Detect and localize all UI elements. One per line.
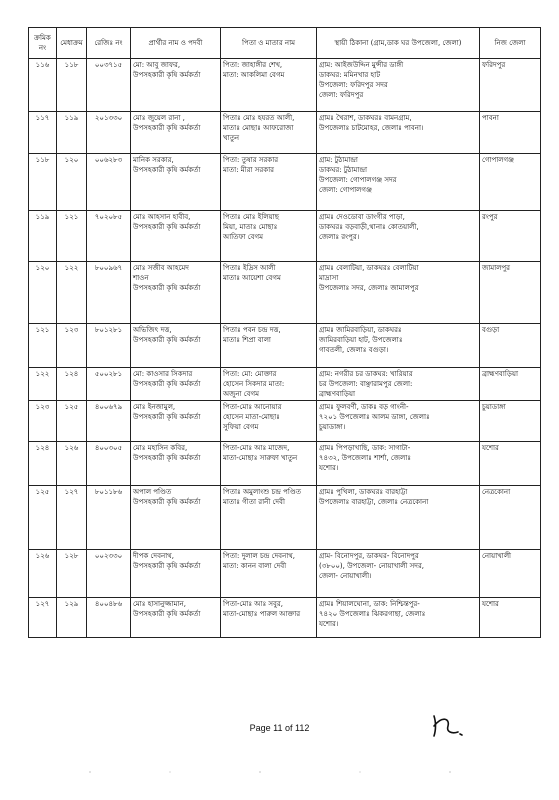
table-row	[29, 112, 541, 154]
merit-cell: ১২৯	[57, 598, 87, 638]
address-cell-line: গ্রাম: আইজউদ্দিন মুন্সীর ডাঙ্গী	[319, 61, 404, 69]
parents-cell-line: সুফিয়া বেগম	[223, 423, 259, 431]
address-cell-line: ৭২০১ উপজেলাঃ আলম ডাঙ্গা, জেলাঃ	[319, 413, 430, 421]
home-district-cell: বগুড়া	[480, 324, 541, 368]
candidate-name-cell	[131, 59, 221, 112]
address-cell-line: জামিরবাড়িয়া হাট, উপজেলাঃ	[319, 336, 403, 344]
parents-cell	[221, 598, 317, 638]
serial-cell: ১২২	[29, 368, 57, 401]
table-row	[29, 324, 541, 368]
parents-cell-line: আতিফা বেগম	[223, 233, 264, 241]
parents-cell-line: হোসেন মাতা-মোছাঃ	[223, 413, 280, 421]
reg-number-cell: ০০২৩৩০	[87, 550, 131, 598]
candidate-name-cell-line: মোঃ মহাসিন কবির,	[133, 444, 188, 452]
parents-cell-line: পিতাঃ ইদ্রিস আলী	[223, 264, 276, 272]
address-cell-line: জেলা: গোপালগঞ্জ	[319, 186, 372, 194]
candidate-name-cell	[131, 324, 221, 368]
candidate-name-cell-line: উপসহকারী কৃষি কর্মকর্তা	[133, 562, 201, 570]
candidate-name-cell-line: মানিক সরকার,	[133, 156, 174, 164]
merit-cell: ১২০	[57, 154, 87, 211]
parents-cell	[221, 368, 317, 401]
parents-cell-line: অজুনা বেগম	[223, 390, 259, 398]
candidate-name-cell-line: মোঃ আহসান হাবীব,	[133, 213, 191, 221]
address-cell-line: গাবতলী, জেলাঃ বগুড়া।	[319, 346, 389, 354]
reg-number-cell: ০০৬২৮৩	[87, 154, 131, 211]
parents-cell-line: পিতা-মোঃ আনোয়ার	[223, 403, 282, 411]
parents-cell	[221, 486, 317, 550]
parents-cell	[221, 154, 317, 211]
candidate-name-cell-line: উপসহকারী কৃষি কর্মকর্তা	[133, 124, 201, 132]
home-district-cell: গোপালগঞ্জ	[480, 154, 541, 211]
parents-cell-line: মিয়া, মাতাঃ মোছাঃ	[223, 223, 278, 231]
candidate-name-cell	[131, 550, 221, 598]
candidate-name-cell	[131, 368, 221, 401]
address-cell-line: গ্রামঃ দেওডোবা ডাংগীর পাড়া,	[319, 213, 405, 221]
parents-cell-line: পিতা: মো: মোক্তার	[223, 370, 277, 378]
address-cell-line: ব্রাহ্মণবাড়িয়া	[319, 390, 356, 398]
serial-cell: ১২০	[29, 262, 57, 324]
parents-cell	[221, 324, 317, 368]
table-row	[29, 211, 541, 262]
address-cell-line: মাদ্রাসা	[319, 274, 339, 282]
address-cell	[317, 368, 480, 401]
address-cell-line: উপজেলাঃ বারহাট্টা, জেলাঃ নেত্রকোনা	[319, 498, 429, 506]
parents-cell-line: হোসেন সিকদার মাতা:	[223, 380, 285, 388]
header-name: প্রার্থীর নাম ও পদবী	[131, 28, 221, 59]
address-cell-line: ৭৪২০ উপজেলাঃ ঝিকরগাছা, জেলাঃ	[319, 610, 426, 618]
address-cell-line: গ্রামঃ শিয়ালঘোনা, ডাক: নিশ্চিন্তপুর-	[319, 600, 420, 608]
merit-cell: ১২২	[57, 262, 87, 324]
merit-cell: ১২৬	[57, 442, 87, 486]
serial-cell: ১২৪	[29, 442, 57, 486]
header-serial: ক্রমিক নং	[29, 28, 57, 59]
table-row	[29, 442, 541, 486]
candidate-name-cell-line: মোঃ জুয়েল রানা ,	[133, 114, 185, 122]
candidate-name-cell	[131, 154, 221, 211]
candidate-name-cell-line: উপসহকারী কৃষি কর্মকর্তা	[133, 454, 201, 462]
merit-cell: ১২১	[57, 211, 87, 262]
merit-cell: ১২৩	[57, 324, 87, 368]
table-row	[29, 368, 541, 401]
parents-cell-line: পিতা-মোঃ আঃ সবুর,	[223, 600, 283, 608]
parents-cell-line: পিতা: তুষার সরকার	[223, 156, 279, 164]
parents-cell-line: মাতা-মোছাঃ সারুফা খাতুন	[223, 454, 298, 462]
merit-cell: ১২৫	[57, 401, 87, 442]
home-district-cell: জামালপুর	[480, 262, 541, 324]
address-cell-line: ডাকঘর: টুঠামান্দ্রা	[319, 166, 368, 174]
candidate-name-cell-line: উপসহকারী কৃষি কর্মকর্তা	[133, 284, 201, 292]
parents-cell	[221, 112, 317, 154]
address-cell-line: জেলা: ফরিদপুর	[319, 91, 364, 99]
address-cell	[317, 550, 480, 598]
candidate-table	[28, 27, 541, 638]
home-district-cell: ফরিদপুর	[480, 59, 541, 112]
address-cell-line: গ্রামঃ ফুলবর্ণী, ডাকঃ বড় গাংনী-	[319, 403, 409, 411]
parents-cell-line: মাতাঃ আয়েশা বেগম	[223, 274, 281, 282]
parents-cell-line: মাতাঃ মোছাঃ আফরোজা	[223, 124, 294, 132]
parents-cell-line: মাতাঃ গীতা রানী দেবী	[223, 498, 285, 506]
parents-cell-line: মাতা: আকলিমা বেগম	[223, 71, 285, 79]
parents-cell-line: পিতা: জাহাঙ্গীর শেখ,	[223, 61, 283, 69]
parents-cell	[221, 211, 317, 262]
reg-number-cell: ৪০০৬৭৯	[87, 401, 131, 442]
address-cell-line: গ্রাম- বিনোদপুর, ডাকঘর- বিনোদপুর	[319, 552, 419, 560]
candidate-name-cell-line: অভিজিৎ দত্ত,	[133, 326, 172, 334]
reg-number-cell: ৫০০২৮১	[87, 368, 131, 401]
candidate-name-cell	[131, 598, 221, 638]
reg-number-cell: ০০৩৭১৫	[87, 59, 131, 112]
serial-cell: ১২৫	[29, 486, 57, 550]
candidate-name-cell-line: উপসহকারী কৃষি কর্মকর্তা	[133, 380, 201, 388]
parents-cell	[221, 262, 317, 324]
address-cell	[317, 211, 480, 262]
serial-cell: ১১৬	[29, 59, 57, 112]
candidate-name-cell	[131, 211, 221, 262]
serial-cell: ১১৯	[29, 211, 57, 262]
address-cell	[317, 324, 480, 368]
address-cell-line: উপজেলাঃ সদর, জেলাঃ জামালপুর	[319, 284, 419, 292]
serial-cell: ১২৬	[29, 550, 57, 598]
candidate-name-cell	[131, 442, 221, 486]
candidate-name-cell-line: মোঃ সজীব আহমেদ	[133, 264, 189, 272]
address-cell-line: চুয়াডাঙ্গা।	[319, 423, 346, 431]
parents-cell	[221, 401, 317, 442]
parents-cell-line: পিতাঃ মোঃ ইলিয়াছ	[223, 213, 279, 221]
address-cell-line: জেলাঃ রংপুর।	[319, 233, 360, 241]
merit-cell: ১১৮	[57, 59, 87, 112]
candidate-name-cell	[131, 112, 221, 154]
header-reg: রেজিঃ নং	[87, 28, 131, 59]
parents-cell	[221, 550, 317, 598]
address-cell-line: গ্রামঃ জামিরবাড়িয়া, ডাকঘরঃ	[319, 326, 402, 334]
header-address: স্থায়ী ঠিকানা (গ্রাম,ডাক ঘর উপজেলা, জেলা)	[317, 28, 480, 59]
address-cell-line: গ্রাম: টুঠামান্দ্রা	[319, 156, 358, 164]
address-cell-line: ডাকঘর: মমিনখার হাট	[319, 71, 381, 79]
candidate-name-cell-line: অপাল পণ্ডিত	[133, 488, 172, 496]
parents-cell-line: পিতাঃ পবন চন্দ্র দত্ত,	[223, 326, 281, 334]
table-row	[29, 401, 541, 442]
address-cell-line: গ্রামঃ খৈরাশ, ডাকঘরঃ বামনগ্রাম,	[319, 114, 412, 122]
reg-number-cell: ৮০১১৮৬	[87, 486, 131, 550]
address-cell-line: (৩৮০০), উপজেলা- নোয়াখালী সদর,	[319, 562, 425, 570]
candidate-name-cell-line: উপসহকারী কৃষি কর্মকর্তা	[133, 166, 201, 174]
address-cell	[317, 59, 480, 112]
table-row	[29, 486, 541, 550]
reg-number-cell: ৪০০৩০৫	[87, 442, 131, 486]
address-cell-line: যশোর।	[319, 464, 339, 472]
table-row	[29, 262, 541, 324]
table-row	[29, 598, 541, 638]
merit-cell: ১২৭	[57, 486, 87, 550]
candidate-name-cell-line: মো: কাওসার সিকদার	[133, 370, 193, 378]
table-row	[29, 59, 541, 112]
address-cell	[317, 486, 480, 550]
address-cell	[317, 262, 480, 324]
candidate-name-cell-line: উপসহকারী কৃষি কর্মকর্তা	[133, 71, 201, 79]
candidate-name-cell-line: শাওন	[133, 274, 149, 282]
address-cell-line: গ্রামঃ পিপড়াখাছি, ডাক: সাগাটা-	[319, 444, 411, 452]
address-cell-line: চর উপজেলা: বাঞ্ছারামপুর জেলা:	[319, 380, 413, 388]
candidate-name-cell-line: মোঃ হাসানুজ্জামান,	[133, 600, 186, 608]
table-header	[29, 28, 541, 59]
address-cell-line: উপজেলা: গোপালগঞ্জ সদর	[319, 176, 397, 184]
candidate-name-cell-line: উপসহকারী কৃষি কর্মকর্তা	[133, 610, 201, 618]
candidate-name-cell	[131, 486, 221, 550]
table-row	[29, 154, 541, 211]
home-district-cell: রংপুর	[480, 211, 541, 262]
reg-number-cell: ২০১৩৩০	[87, 112, 131, 154]
merit-cell: ১২৪	[57, 368, 87, 401]
merit-cell: ১১৯	[57, 112, 87, 154]
header-parents: পিতা ও মাতার নাম	[221, 28, 317, 59]
home-district-cell: নোয়াখালী	[480, 550, 541, 598]
reg-number-cell: ৭০২০৮৫	[87, 211, 131, 262]
address-cell	[317, 112, 480, 154]
header-merit: মেধাক্রম	[57, 28, 87, 59]
home-district-cell: ব্রাহ্মণবাড়িয়া	[480, 368, 541, 401]
parents-cell-line: পিতাঃ মোঃ হযরত আলী,	[223, 114, 295, 122]
home-district-cell: নেত্রকোনা	[480, 486, 541, 550]
reg-number-cell: ৪০০৪৮৬	[87, 598, 131, 638]
parents-cell-line: খাতুন	[223, 134, 240, 142]
scan-artifact	[30, 770, 530, 774]
address-cell	[317, 401, 480, 442]
parents-cell-line: পিতাঃ অমুলাংশু চন্দ্র পণ্ডিত	[223, 488, 302, 496]
address-cell-line: গ্রামঃ বেলাটিয়া, ডাকঘরঃ বেলাটিয়া	[319, 264, 419, 272]
address-cell-line: যশোর।	[319, 620, 339, 628]
address-cell-line: গ্রামঃ পুখিলা, ডাকঘরঃ বারহাট্টা	[319, 488, 408, 496]
address-cell	[317, 154, 480, 211]
table-row	[29, 550, 541, 598]
serial-cell: ১১৮	[29, 154, 57, 211]
candidate-name-cell-line: মোঃ ইনজামুল,	[133, 403, 176, 411]
candidate-name-cell	[131, 262, 221, 324]
address-cell	[317, 598, 480, 638]
candidate-name-cell-line: উপসহকারী কৃষি কর্মকর্তা	[133, 498, 201, 506]
parents-cell	[221, 442, 317, 486]
table-body	[29, 59, 541, 638]
parents-cell-line: পিতা-মোঃ আঃ মাজেদ,	[223, 444, 290, 452]
address-cell-line: গ্রাম: নগরীর চর ডাকঘর: খারিয়ার	[319, 370, 413, 378]
parents-cell	[221, 59, 317, 112]
serial-cell: ১২১	[29, 324, 57, 368]
parents-cell-line: পিতা: দুলাল চন্দ্র দেবনাথ,	[223, 552, 296, 560]
parents-cell-line: মাতা-মোছাঃ পারুল আক্তার	[223, 610, 301, 618]
address-cell-line: উপজেলা: ফরিদপুর সদর	[319, 81, 388, 89]
candidate-name-cell-line: দীপক দেবনাথ,	[133, 552, 174, 560]
home-district-cell: চুয়াডাঙ্গা	[480, 401, 541, 442]
address-cell-line: জেলা- নোয়াখালী।	[319, 572, 372, 580]
candidate-name-cell	[131, 401, 221, 442]
signature-mark	[428, 712, 468, 740]
home-district-cell: যশোর	[480, 598, 541, 638]
reg-number-cell: ৮০০৯৬৭	[87, 262, 131, 324]
header-district: নিজ জেলা	[480, 28, 541, 59]
candidate-name-cell-line: উপসহকারী কৃষি কর্মকর্তা	[133, 413, 201, 421]
serial-cell: ১২৩	[29, 401, 57, 442]
parents-cell-line: মাতা: কানন বালা দেবী	[223, 562, 287, 570]
merit-cell: ১২৮	[57, 550, 87, 598]
page-number: Page 11 of 112	[249, 723, 310, 733]
home-district-cell: যশোর	[480, 442, 541, 486]
home-district-cell: পাবনা	[480, 112, 541, 154]
serial-cell: ১১৭	[29, 112, 57, 154]
parents-cell-line: মাতাঃ শিপ্রা বালা	[223, 336, 271, 344]
reg-number-cell: ৮০১২৮১	[87, 324, 131, 368]
candidate-name-cell-line: মো: আবু জাফর,	[133, 61, 181, 69]
candidate-name-cell-line: উপসহকারী কৃষি কর্মকর্তা	[133, 336, 201, 344]
serial-cell: ১২৭	[29, 598, 57, 638]
candidate-name-cell-line: উপসহকারী কৃষি কর্মকর্তা	[133, 223, 201, 231]
address-cell-line: উপজেলাঃ চাটমোহর, জেলাঃ পাবনা।	[319, 124, 424, 132]
address-cell-line: ডাকঘরঃ বড়বাড়ী,থানাঃ কোতয়ালী,	[319, 223, 419, 231]
address-cell-line: ৭৪৩২, উপজেলাঃ শার্শা, জেলাঃ	[319, 454, 412, 462]
parents-cell-line: মাতা: মীরা সরকার	[223, 166, 275, 174]
address-cell	[317, 442, 480, 486]
